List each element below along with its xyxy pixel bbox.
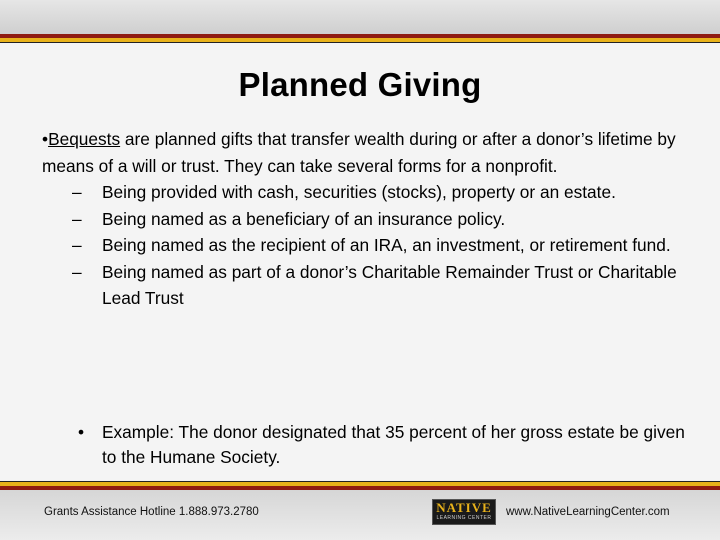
slide-body xyxy=(42,126,692,312)
forms-list xyxy=(42,179,692,312)
header-stripe-line xyxy=(0,42,720,43)
list-item-text: Being named as a beneficiary of an insurance policy. xyxy=(102,208,506,229)
list-item xyxy=(42,259,692,312)
logo-wordmark: NATIVE xyxy=(436,500,492,515)
website-text: www.NativeLearningCenter.com xyxy=(506,506,670,518)
list-item-text: Being named as the recipient of an IRA, an investment, or retirement fund. xyxy=(102,235,671,255)
example-paragraph xyxy=(78,420,702,470)
list-item xyxy=(42,232,692,259)
bequests-term: Bequests xyxy=(48,129,121,149)
intro-paragraph xyxy=(42,126,692,179)
dash-marker: – xyxy=(72,182,82,202)
native-learning-center-logo xyxy=(432,499,496,525)
dash-marker: – xyxy=(72,208,82,229)
intro-text: are planned gifts that transfer wealth during or after a donor’s lifetime by means of a will or trust. They can take several forms for a nonprofit. xyxy=(42,129,676,176)
example-bullet: • xyxy=(78,422,85,442)
list-item xyxy=(42,206,692,233)
list-item-text: Being provided with cash, securities (stocks), property or an estate. xyxy=(102,182,616,202)
example-text: Example: The donor designated that 35 percent of her gross estate be given to the Humane Society. xyxy=(102,422,685,467)
slide-title: Planned Giving xyxy=(238,66,482,103)
hotline-text: Grants Assistance Hotline 1.888.973.2780 xyxy=(44,506,259,518)
list-item xyxy=(42,179,692,206)
logo-subtext: LEARNING CENTER xyxy=(436,515,492,521)
dash-marker: – xyxy=(72,261,82,282)
header-band xyxy=(0,0,720,34)
list-item-text: Being named as part of a donor’s Charitable Remainder Trust or Charitable Lead Trust xyxy=(102,261,677,308)
dash-marker: – xyxy=(72,235,82,255)
intro-bullet: • xyxy=(42,129,49,149)
